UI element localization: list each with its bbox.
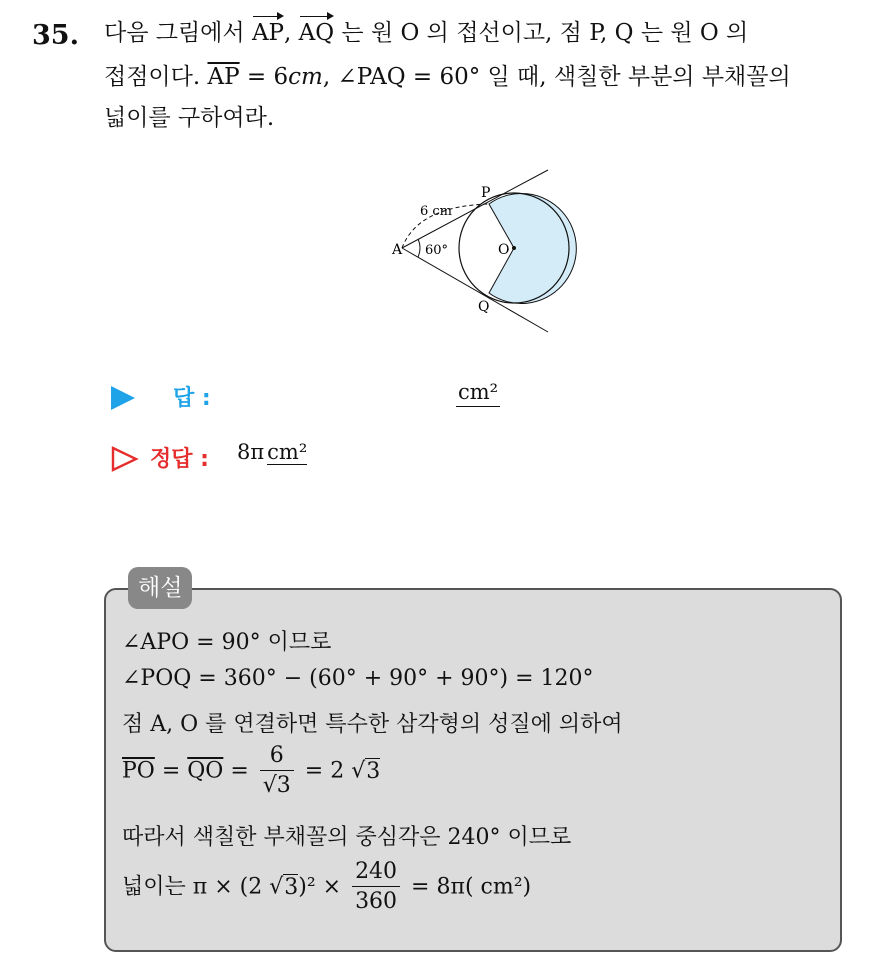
- question-text: = 6: [239, 64, 289, 90]
- explanation-line-1: ∠APO = 90° 이므로: [122, 630, 332, 655]
- explanation-line-5: 따라서 색칠한 부채꼴의 중심각은 240° 이므로: [122, 825, 572, 850]
- answer-arrow-icon: [111, 386, 135, 410]
- unit-cm: cm: [288, 64, 323, 90]
- answer-input-unit[interactable]: cm²: [456, 378, 500, 407]
- comma: ,: [284, 20, 299, 46]
- explanation-line-2: ∠POQ = 360° − (60° + 90° + 90°) = 120°: [122, 666, 594, 691]
- question-line-2: [104, 62, 791, 92]
- denominator: 360: [355, 889, 398, 914]
- correct-value-unit: cm²: [267, 440, 308, 464]
- area-text: 넓이는 π × (2: [122, 874, 263, 900]
- label-angle: 60°: [425, 243, 449, 258]
- label-length: 6 cm: [420, 204, 453, 219]
- segment-aq-vector: AQ: [298, 20, 335, 46]
- question-text: 는 원 O 의 접선이고, 점 P, Q 는 원 O 의: [334, 20, 749, 46]
- segment-qo: $\overline{QO}$: [187, 758, 224, 784]
- radicand: 3: [284, 874, 299, 900]
- label-a: A: [392, 242, 403, 258]
- center-point: [512, 246, 516, 250]
- area-text: )² ×: [298, 874, 349, 900]
- correct-value: [237, 440, 307, 464]
- question-text: 다음 그림에서: [104, 20, 252, 46]
- explanation-tag: 해설: [128, 567, 192, 609]
- equals: =: [223, 758, 256, 784]
- correct-value-number: 8π: [237, 440, 265, 464]
- denominator: √3: [262, 773, 291, 798]
- equals: = 2: [297, 758, 345, 784]
- tangent-circle-figure: [388, 166, 588, 336]
- question-text: 접점이다.: [104, 64, 208, 90]
- radicand: 3: [366, 758, 381, 784]
- correct-arrow-icon: [111, 446, 139, 472]
- label-p: P: [481, 185, 491, 201]
- radicand: 3: [276, 773, 291, 798]
- question-number: 35.: [32, 20, 79, 51]
- segment-ap-vector: AP: [251, 20, 285, 46]
- fraction: [260, 742, 294, 801]
- area-text: = 8π( cm²): [404, 874, 532, 900]
- answer-label: 답 :: [173, 386, 211, 411]
- explanation-line-3: 점 A, O 를 연결하면 특수한 삼각형의 성질에 의하여: [122, 712, 623, 737]
- explanation-line-4: $\overline{PO} = \overline{QO}$ = $\frac{6}{√3}$ = 2 √3: [122, 742, 380, 801]
- segment-ap: $\overline{AP}$: [207, 64, 240, 90]
- segment-po: $\overline{PO}$: [122, 758, 155, 784]
- label-q: Q: [478, 299, 490, 315]
- label-o: O: [498, 242, 510, 258]
- correct-label: 정답 :: [150, 447, 209, 472]
- numerator: 6: [260, 742, 294, 771]
- question-text: , ∠PAQ = 60° 일 때, 색칠한 부분의 부채꼴의: [322, 64, 791, 90]
- question-line-3: 넓이를 구하여라.: [104, 105, 275, 131]
- equals: =: [154, 758, 188, 784]
- question-line-1: [104, 18, 748, 48]
- fraction: [352, 858, 400, 917]
- numerator: 240: [352, 858, 400, 887]
- angle-arc: [418, 239, 420, 257]
- explanation-line-6: 넓이는 π × (2 √3)² × $\frac{240}{360}$ = 8π( cm²): [122, 858, 531, 917]
